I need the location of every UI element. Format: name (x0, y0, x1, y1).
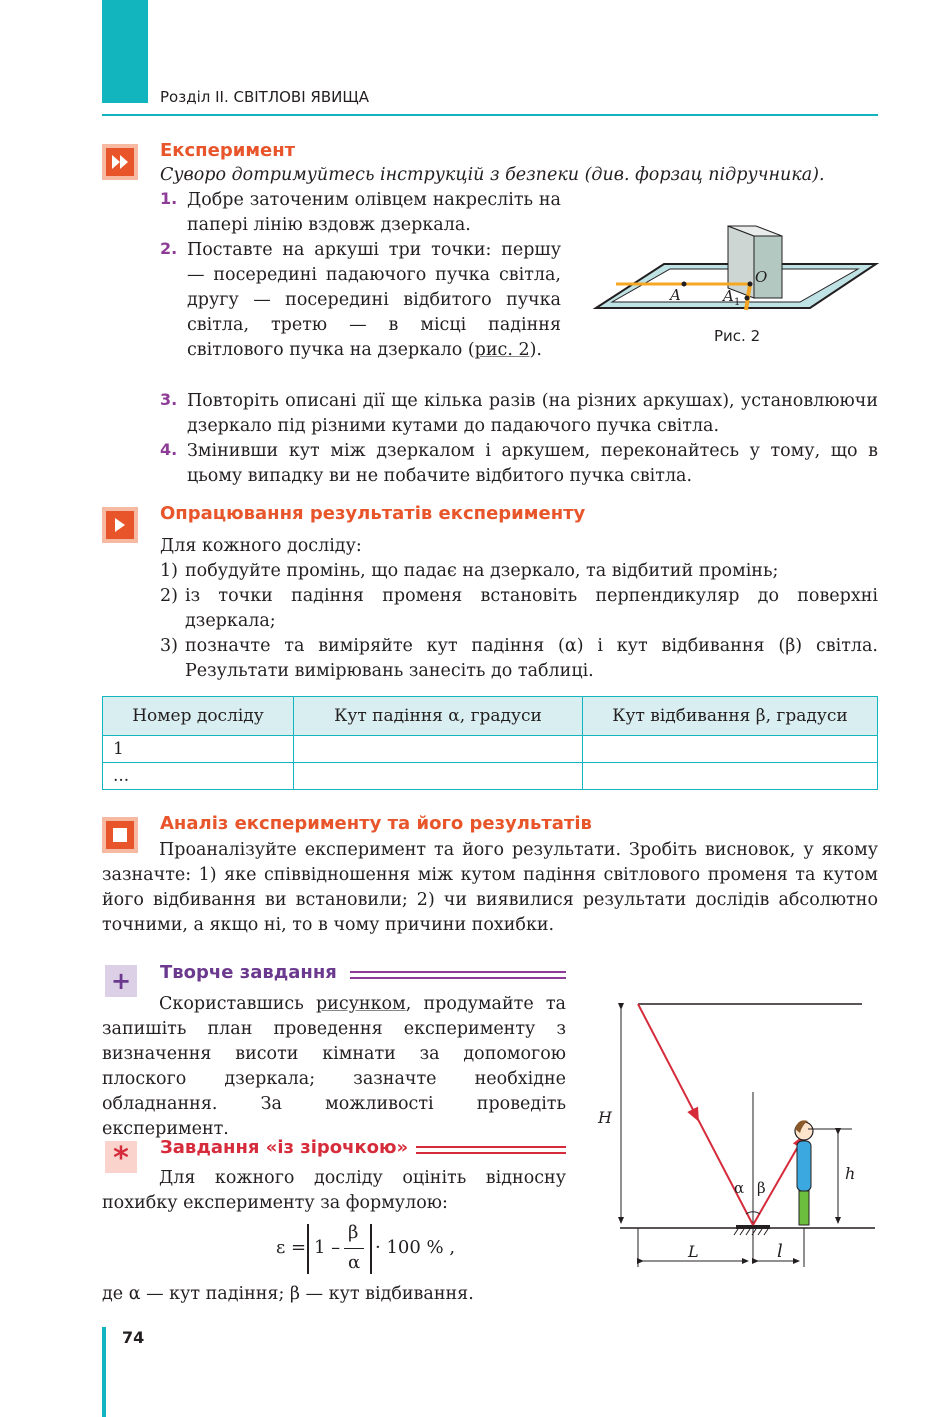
step-text: Добре заточеним олівцем накресліть на папері лінію вздовж дзеркала. (187, 190, 561, 235)
formula-lhs: ε = (276, 1237, 307, 1258)
step-number: 1. (160, 189, 178, 208)
step-text: Поставте на аркуші три точки: першу — посередині падаючого пучка світла, другу — посередині відбитого пучка світла, третю — в місці падіння світлового пучка на дзеркало (рис. 2). (187, 240, 561, 360)
table-row (103, 763, 878, 790)
title-rule (350, 977, 566, 979)
star-task-text: Для кожного досліду оцініть відносну похибку експерименту за формулою: (102, 1168, 566, 1213)
header-divider (102, 114, 878, 116)
figure-link[interactable]: рисунком (315, 994, 406, 1014)
height-H-label: H (598, 1108, 612, 1127)
title-rule (416, 1146, 566, 1148)
figure-link[interactable]: рис. 2 (474, 340, 530, 360)
section-title: Розділ ІІ. СВІТЛОВІ ЯВИЩА (160, 88, 369, 106)
experiment-title: Експеримент (160, 140, 296, 161)
formula-tail: · 100 % , (375, 1237, 456, 1258)
list-number: 1) (160, 561, 178, 581)
distance-L-label: L (688, 1242, 699, 1261)
analysis-title: Аналіз експерименту та його результатів (160, 813, 592, 834)
table-cell (294, 763, 583, 790)
point-o-label: O (755, 268, 768, 286)
play-icon (102, 507, 138, 543)
formula-numerator: β (348, 1222, 359, 1243)
point-a-label: A (670, 286, 681, 304)
table-header-cell: Кут падіння α, градуси (294, 697, 583, 736)
table-row (103, 736, 878, 763)
step-text: Змінивши кут між дзеркалом і аркушем, переконайтесь у тому, що в цьому випадку ви не побачите відбитого пучка світла. (187, 441, 878, 486)
list-number: 3) (160, 636, 178, 656)
processing-title: Опрацювання результатів експерименту (160, 503, 586, 524)
step-number: 4. (160, 440, 178, 459)
table-cell (583, 763, 878, 790)
asterisk-icon: * (105, 1141, 137, 1173)
results-table (102, 696, 878, 790)
table-header-cell: Номер досліду (103, 697, 294, 736)
step-number: 2. (160, 239, 178, 258)
list-item: із точки падіння променя встановіть перпендикуляр до поверхні дзеркала; (185, 586, 878, 631)
room-height-figure (590, 995, 880, 1280)
error-formula (276, 1221, 476, 1277)
creative-text: Скориставшись рисунком, продумайте та запишіть план проведення експерименту з визначення висоти кімнати за допомогою плоского дзеркала; зазначте необхідне обладнання. За можливості проведіть експеримент. (102, 994, 566, 1139)
page-number: 74 (122, 1328, 145, 1347)
list-item: побудуйте промінь, що падає на дзеркало, та відбитий промінь; (185, 561, 779, 581)
fraction-bar (344, 1248, 364, 1249)
distance-l-label: l (777, 1241, 783, 1262)
safety-note: Суворо дотримуйтесь інструкцій з безпеки (див. форзац підручника). (160, 165, 825, 185)
table-header-cell: Кут відбивання β, градуси (583, 697, 878, 736)
step-text: Повторіть описані дії ще кілька разів (на різних аркушах), установлюючи дзеркало під різними кутами до падаючого пучка світла. (187, 391, 878, 436)
list-number: 2) (160, 586, 178, 606)
header-color-block (102, 0, 148, 103)
processing-intro: Для кожного досліду: (160, 536, 362, 556)
table-cell: 1 (103, 736, 294, 763)
table-header-row (103, 697, 878, 736)
point-a1-subscript: 1 (734, 297, 741, 308)
table-cell: ... (103, 763, 294, 790)
title-rule (350, 971, 566, 973)
title-rule (416, 1152, 566, 1154)
page-side-bar (102, 1327, 106, 1417)
figure-caption: Рис. 2 (714, 327, 761, 345)
formula-denominator: α (348, 1252, 361, 1273)
height-h-label: h (845, 1164, 856, 1183)
alpha-label: α (734, 1179, 745, 1197)
abs-bar-right (370, 1224, 372, 1274)
formula-explanation: де α — кут падіння; β — кут відбивання. (102, 1284, 474, 1304)
beta-label: β (757, 1179, 766, 1197)
formula-one: 1 – (314, 1237, 341, 1258)
list-item: позначте та виміряйте кут падіння (α) і кут відбивання (β) світла. Результати вимірювань занесіть до таблиці. (185, 636, 878, 681)
creative-title: Творче завдання (160, 962, 337, 983)
point-a1-label: A (723, 287, 734, 305)
mirror-experiment-figure (590, 218, 880, 323)
analysis-text: Проаналізуйте експеримент та його результати. Зробіть висновок, у якому зазначте: 1) яке співвідношення між кутом падіння світлового променя та кутом його відбивання ви встановили; 2) чи виявилися результати дослідів абсолютно точними, а якщо ні, то в чому причини похибки. (102, 840, 878, 935)
star-task-title: Завдання «із зірочкою» (160, 1137, 409, 1158)
table-cell (583, 736, 878, 763)
step-number: 3. (160, 390, 178, 409)
plus-icon: + (105, 965, 137, 997)
fast-forward-icon (102, 144, 138, 180)
abs-bar-left (307, 1224, 309, 1274)
table-cell (294, 736, 583, 763)
